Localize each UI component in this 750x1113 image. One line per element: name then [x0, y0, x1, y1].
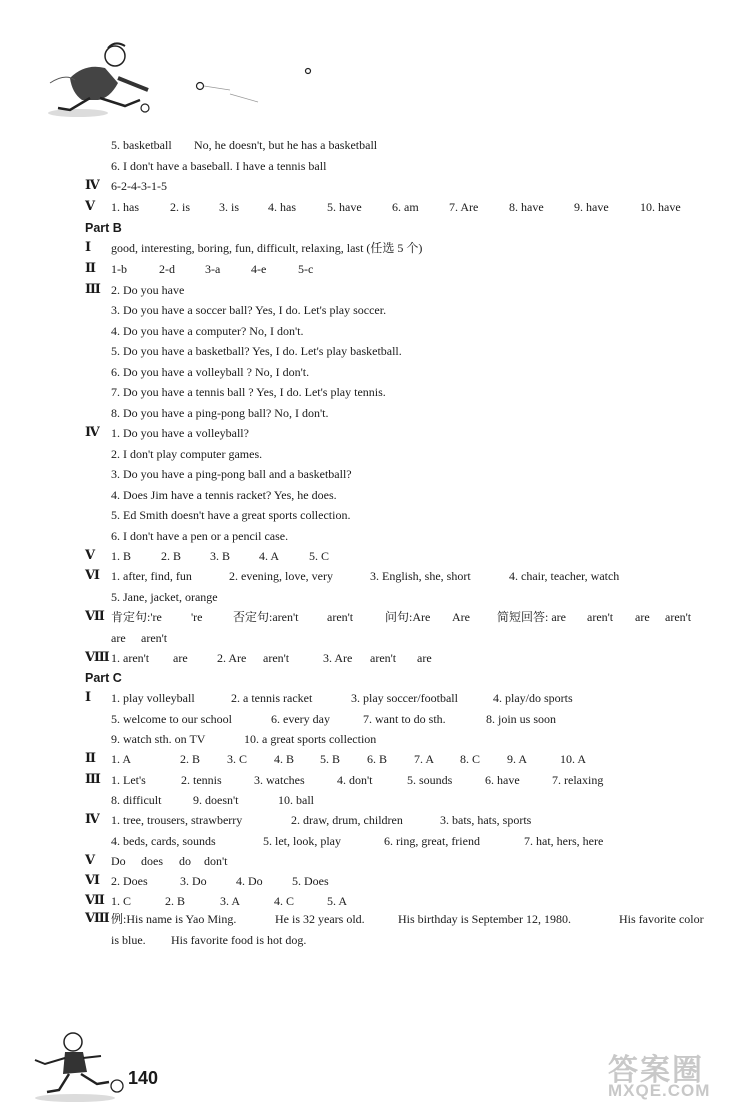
answer-line — [0, 466, 750, 482]
answer-text: 5. basketball — [111, 138, 172, 152]
answer-line — [0, 833, 750, 849]
answer-text: 3. A — [220, 894, 241, 908]
answer-line — [0, 548, 750, 564]
answer-text: 3. bats, hats, sports — [440, 813, 532, 827]
answer-text: 1-b — [111, 262, 127, 276]
answer-line — [0, 158, 750, 174]
answer-text: His favorite food is hot dog. — [171, 933, 307, 947]
answer-text: 4. B — [274, 752, 295, 766]
answer-text: 问句:Are — [385, 610, 431, 624]
section-numeral: Ⅴ — [85, 199, 96, 214]
answer-text: 3. B — [210, 549, 231, 563]
answer-line — [0, 911, 750, 927]
section-numeral: Ⅱ — [85, 261, 96, 276]
answer-text: are — [635, 610, 650, 624]
section-numeral: Ⅰ — [85, 690, 92, 705]
answer-text: 2. tennis — [181, 773, 222, 787]
answer-text: 3-a — [205, 262, 221, 276]
answer-text: 2. B — [165, 894, 186, 908]
answer-text: 6. have — [485, 773, 520, 787]
answer-text: 4. chair, teacher, watch — [509, 569, 620, 583]
answer-text: 3. is — [219, 200, 240, 214]
answer-text: 2. Are — [217, 651, 247, 665]
answer-text: 1. play volleyball — [111, 691, 195, 705]
answer-text: 2. evening, love, very — [229, 569, 333, 583]
answer-text: 10. a great sports collection — [244, 732, 377, 746]
answer-text: 8. C — [460, 752, 481, 766]
answer-text: does — [141, 854, 163, 868]
answer-line — [0, 893, 750, 909]
answer-text: 2. is — [170, 200, 191, 214]
answer-line — [0, 690, 750, 706]
answer-text: 1. Do you have a volleyball? — [111, 426, 249, 440]
section-numeral: Ⅲ — [85, 282, 101, 297]
section-numeral: Ⅳ — [85, 178, 100, 193]
answer-text: 10. ball — [278, 793, 314, 807]
answer-line — [0, 609, 750, 625]
answer-text: aren't — [370, 651, 397, 665]
answer-text: 2. I don't play computer games. — [111, 447, 263, 461]
answer-text: do — [179, 854, 191, 868]
answer-text: 6. ring, great, friend — [384, 834, 480, 848]
page-number: 140 — [128, 1068, 159, 1088]
answer-text: 7. Are — [449, 200, 479, 214]
answer-text: 6. I don't have a pen or a pencil case. — [111, 529, 289, 543]
answer-text: 5-c — [298, 262, 314, 276]
answer-text: 1. B — [111, 549, 132, 563]
answer-text: 9. watch sth. on TV — [111, 732, 206, 746]
watermark-url: MXQE.COM — [608, 1081, 711, 1100]
answer-text: 8. have — [509, 200, 544, 214]
answer-text: 2. B — [161, 549, 182, 563]
answer-text: 7. hat, hers, here — [524, 834, 604, 848]
answer-line — [0, 178, 750, 194]
answer-line — [0, 364, 750, 380]
answer-text: 1. tree, trousers, strawberry — [111, 813, 243, 827]
answer-line — [0, 792, 750, 808]
answer-line — [0, 751, 750, 767]
answer-text: aren't — [141, 631, 168, 645]
answer-text: His favorite color — [619, 912, 704, 926]
section-numeral: Ⅷ — [85, 650, 110, 665]
answer-text: 9. have — [574, 200, 609, 214]
answer-text: 6. B — [367, 752, 388, 766]
answer-line — [0, 261, 750, 277]
answer-text: 2. draw, drum, children — [291, 813, 403, 827]
answer-text: 4-e — [251, 262, 267, 276]
answer-text: 6. I don't have a baseball. I have a tennis ball — [111, 159, 327, 173]
answer-text: 5. B — [320, 752, 341, 766]
answer-text: 4. Does Jim have a tennis racket? Yes, he does. — [111, 488, 337, 502]
answer-line — [0, 446, 750, 462]
answer-text: 肯定句:'re — [111, 610, 162, 624]
answer-line — [0, 487, 750, 503]
answer-line — [0, 932, 750, 948]
answer-text: 2. B — [180, 752, 201, 766]
answer-text: 3. Do you have a ping-pong ball and a basketball? — [111, 467, 352, 481]
answer-text: 1. after, find, fun — [111, 569, 192, 583]
answer-text: 简短回答: are — [497, 610, 566, 624]
answer-text: 4. C — [274, 894, 295, 908]
answer-text: 3. Do — [180, 874, 207, 888]
answer-text: aren't — [263, 651, 290, 665]
answer-text: good, interesting, boring, fun, difficult, relaxing, last (任选 5 个) — [111, 241, 423, 255]
answer-text: 're — [191, 610, 203, 624]
answer-text: 8. join us soon — [486, 712, 557, 726]
answer-text: 1. A — [111, 752, 132, 766]
section-numeral: Ⅱ — [85, 751, 96, 766]
answer-text: 5. sounds — [407, 773, 453, 787]
answer-line — [0, 343, 750, 359]
answer-line — [0, 711, 750, 727]
answer-text: 否定句:aren't — [233, 610, 299, 624]
section-numeral: Ⅴ — [85, 548, 96, 563]
answer-text: 10. A — [560, 752, 587, 766]
answer-text: 1. aren't — [111, 651, 150, 665]
answer-text: 5. Ed Smith doesn't have a great sports collection. — [111, 508, 351, 522]
answer-text: 5. Do you have a basketball? Yes, I do. Let's play basketball. — [111, 344, 402, 358]
answer-text: 3. English, she, short — [370, 569, 471, 583]
answer-text: are — [417, 651, 432, 665]
answer-line — [0, 650, 750, 666]
answer-text: is blue. — [111, 933, 146, 947]
answer-line — [0, 323, 750, 339]
answer-text: 3. C — [227, 752, 248, 766]
answer-text: 7. Do you have a tennis ball ? Yes, I do. Let's play tennis. — [111, 385, 386, 399]
answer-text: 5. A — [327, 894, 348, 908]
answer-text: 9. A — [507, 752, 528, 766]
answer-text: 6. Do you have a volleyball ? No, I don't. — [111, 365, 310, 379]
answer-text: 例:His name is Yao Ming. — [111, 912, 237, 926]
part-heading: Part C — [85, 671, 122, 685]
answer-line — [0, 812, 750, 828]
answer-text: Are — [452, 610, 470, 624]
answer-line — [0, 589, 750, 605]
part-heading: Part B — [85, 221, 122, 235]
answer-text: 2. Do you have — [111, 283, 185, 297]
section-numeral: Ⅵ — [85, 873, 100, 888]
answer-line — [0, 630, 750, 646]
answer-text: 2-d — [159, 262, 175, 276]
section-numeral: Ⅳ — [85, 812, 100, 827]
answer-text: 2. a tennis racket — [231, 691, 313, 705]
answer-text: 7. A — [414, 752, 435, 766]
answer-line — [0, 137, 750, 153]
answer-text: are — [173, 651, 188, 665]
answer-text: 6. am — [392, 200, 419, 214]
answer-text: 7. want to do sth. — [363, 712, 446, 726]
section-numeral: Ⅶ — [85, 609, 105, 624]
answer-text: 3. Do you have a soccer ball? Yes, I do. Let's play soccer. — [111, 303, 387, 317]
answer-text: 4. A — [259, 549, 280, 563]
answer-text: 3. play soccer/football — [351, 691, 458, 705]
answer-text: aren't — [327, 610, 354, 624]
section-numeral: Ⅲ — [85, 772, 101, 787]
answer-line — [0, 384, 750, 400]
answer-text: 6. every day — [271, 712, 330, 726]
answer-text: 5. Does — [292, 874, 329, 888]
answer-text: 6-2-4-3-1-5 — [111, 179, 167, 193]
answer-text: 8. difficult — [111, 793, 162, 807]
answer-line — [0, 873, 750, 889]
answer-line — [0, 425, 750, 441]
answer-line — [0, 302, 750, 318]
answer-line — [0, 507, 750, 523]
answer-text: 4. Do you have a computer? No, I don't. — [111, 324, 304, 338]
answer-line — [0, 528, 750, 544]
answer-text: 4. don't — [337, 773, 373, 787]
answer-text: aren't — [665, 610, 692, 624]
answer-text: He is 32 years old. — [275, 912, 365, 926]
answer-text: 1. Let's — [111, 773, 146, 787]
answer-text: 5. welcome to our school — [111, 712, 232, 726]
answer-text: 2. Does — [111, 874, 148, 888]
answer-text: 4. has — [268, 200, 296, 214]
answer-text: aren't — [587, 610, 614, 624]
site-watermark — [608, 1045, 738, 1105]
answer-text: don't — [204, 854, 228, 868]
section-numeral: Ⅵ — [85, 568, 100, 583]
answer-text: 1. C — [111, 894, 132, 908]
answer-text: 5. have — [327, 200, 362, 214]
boy-with-bat-illustration — [30, 38, 320, 128]
answer-text: 5. C — [309, 549, 330, 563]
answer-line — [0, 220, 750, 236]
answer-text: His birthday is September 12, 1980. — [398, 912, 571, 926]
answer-text: 8. Do you have a ping-pong ball? No, I don't. — [111, 406, 329, 420]
answer-text: 7. relaxing — [552, 773, 604, 787]
answer-text: 10. have — [640, 200, 681, 214]
answer-text: 4. Do — [236, 874, 263, 888]
watermark-logo-text: 答案圈 — [608, 1054, 704, 1087]
answer-text: 5. let, look, play — [263, 834, 341, 848]
section-numeral: Ⅶ — [85, 893, 105, 908]
section-numeral: Ⅴ — [85, 853, 96, 868]
answer-text: 3. Are — [323, 651, 353, 665]
answer-text: are — [111, 631, 126, 645]
answer-text: 9. doesn't — [193, 793, 239, 807]
section-numeral: Ⅰ — [85, 240, 92, 255]
answer-line — [0, 772, 750, 788]
boy-kicking-ball-illustration — [25, 1030, 130, 1105]
section-numeral: Ⅷ — [85, 911, 110, 926]
answer-line — [0, 568, 750, 584]
answer-text: 4. beds, cards, sounds — [111, 834, 216, 848]
answer-text: Do — [111, 854, 126, 868]
answer-text: 1. has — [111, 200, 139, 214]
section-numeral: Ⅳ — [85, 425, 100, 440]
answer-line — [0, 282, 750, 298]
answer-text: 4. play/do sports — [493, 691, 573, 705]
answer-text: 5. Jane, jacket, orange — [111, 590, 218, 604]
answer-line — [0, 670, 750, 686]
answer-line — [0, 853, 750, 869]
answer-text: No, he doesn't, but he has a basketball — [194, 138, 378, 152]
answer-line — [0, 240, 750, 256]
answer-line — [0, 199, 750, 215]
answer-line — [0, 405, 750, 421]
answer-text: 3. watches — [254, 773, 305, 787]
answer-line — [0, 731, 750, 747]
